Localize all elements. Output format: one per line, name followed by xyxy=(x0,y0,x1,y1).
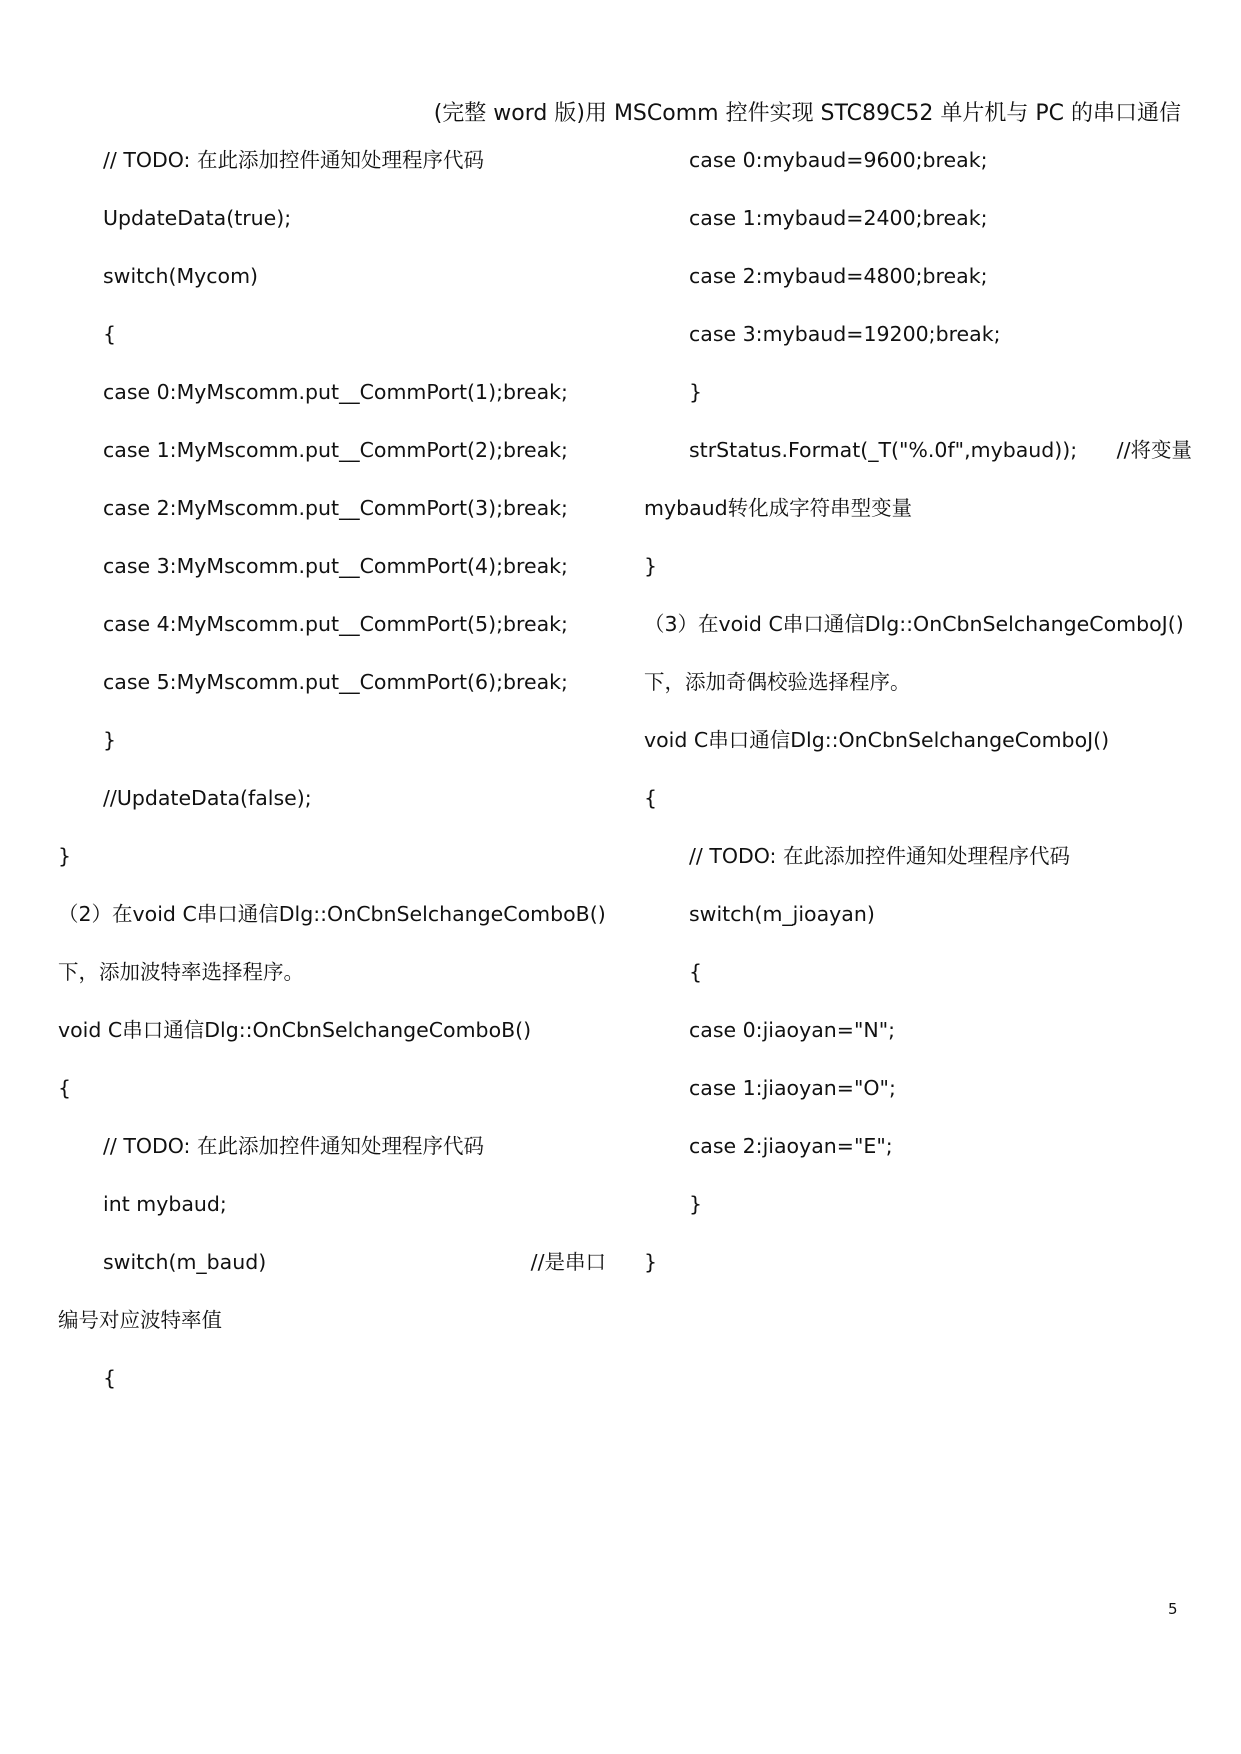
code-line: { xyxy=(58,1076,72,1100)
code-line: // TODO: 在此添加控件通知处理程序代码 xyxy=(689,844,1070,868)
code-line: UpdateData(true); xyxy=(103,206,292,230)
code-line: case 1:MyMscomm.put__CommPort(2);break; xyxy=(103,438,568,462)
code-text: strStatus.Format(_T("%.0f",mybaud)); xyxy=(689,438,1078,462)
page-header-title: (完整 word 版)用 MSComm 控件实现 STC89C52 单片机与 PC 的串口通信 xyxy=(433,101,1181,126)
code-line: } xyxy=(644,1250,658,1274)
body-text: 下，添加波特率选择程序。 xyxy=(58,960,304,984)
code-line: } xyxy=(58,844,72,868)
code-line: int mybaud; xyxy=(103,1192,227,1216)
code-line: case 3:MyMscomm.put__CommPort(4);break; xyxy=(103,554,568,578)
code-comment: //将变量 xyxy=(1116,438,1192,462)
section-heading: （2）在void C串口通信Dlg::OnCbnSelchangeComboB() xyxy=(58,902,606,926)
code-line: { xyxy=(103,322,117,346)
code-line: //UpdateData(false); xyxy=(103,786,312,810)
code-line: void C串口通信Dlg::OnCbnSelchangeComboJ() xyxy=(644,728,1110,752)
code-line: } xyxy=(689,380,703,404)
code-line-with-comment xyxy=(103,1247,606,1277)
page-number: 5 xyxy=(1168,1600,1178,1618)
code-line: case 4:MyMscomm.put__CommPort(5);break; xyxy=(103,612,568,636)
code-line: } xyxy=(689,1192,703,1216)
code-line: switch(m_jioayan) xyxy=(689,902,875,926)
code-comment-continuation: 编号对应波特率值 xyxy=(58,1308,222,1332)
code-line: case 2:mybaud=4800;break; xyxy=(689,264,988,288)
code-line: void C串口通信Dlg::OnCbnSelchangeComboB() xyxy=(58,1018,532,1042)
code-line: case 1:jiaoyan="O"; xyxy=(689,1076,896,1100)
code-line: case 0:mybaud=9600;break; xyxy=(689,148,988,172)
body-text: 下，添加奇偶校验选择程序。 xyxy=(644,670,911,694)
code-line: switch(Mycom) xyxy=(103,264,259,288)
section-heading: （3）在void C串口通信Dlg::OnCbnSelchangeComboJ() xyxy=(644,612,1184,636)
code-line: case 2:jiaoyan="E"; xyxy=(689,1134,893,1158)
code-line: { xyxy=(644,786,658,810)
code-line: // TODO: 在此添加控件通知处理程序代码 xyxy=(103,1134,484,1158)
code-line: { xyxy=(689,960,703,984)
code-line: { xyxy=(103,1366,117,1390)
code-line: } xyxy=(103,728,117,752)
code-comment: //是串口 xyxy=(530,1250,606,1274)
code-line: case 0:MyMscomm.put__CommPort(1);break; xyxy=(103,380,568,404)
code-line: } xyxy=(644,554,658,578)
code-line: case 0:jiaoyan="N"; xyxy=(689,1018,896,1042)
code-line-with-comment xyxy=(689,435,1192,465)
code-text: switch(m_baud) xyxy=(103,1250,267,1274)
code-comment-continuation: mybaud转化成字符串型变量 xyxy=(644,496,913,520)
code-line: case 1:mybaud=2400;break; xyxy=(689,206,988,230)
code-line: case 5:MyMscomm.put__CommPort(6);break; xyxy=(103,670,568,694)
code-line: case 2:MyMscomm.put__CommPort(3);break; xyxy=(103,496,568,520)
code-line: // TODO: 在此添加控件通知处理程序代码 xyxy=(103,148,484,172)
code-line: case 3:mybaud=19200;break; xyxy=(689,322,1001,346)
